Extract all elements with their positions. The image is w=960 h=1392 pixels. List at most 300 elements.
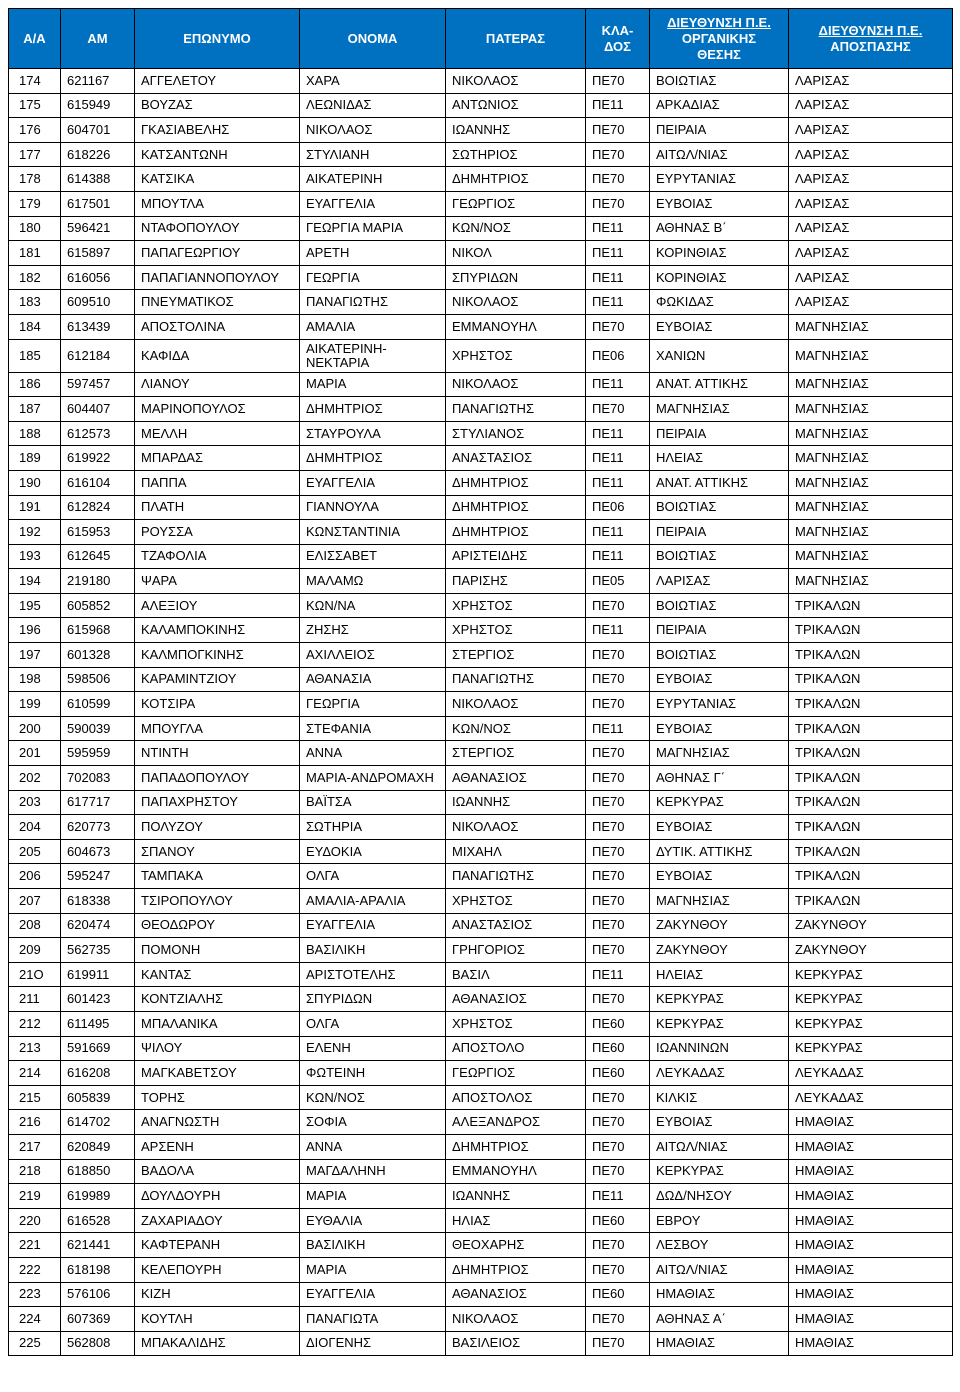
cell-dir-apospasis: ΗΜΑΘΙΑΣ [789,1307,953,1332]
cell-onoma: ΑΝΝΑ [300,741,446,766]
cell-pateras: ΔΗΜΗΤΡΙΟΣ [446,167,586,192]
cell-onoma: ΜΑΡΙΑ-ΑΝΔΡΟΜΑΧΗ [300,766,446,791]
cell-dir-organikis: ΒΟΙΩΤΙΑΣ [650,593,789,618]
cell-aa: 179 [9,191,61,216]
cell-klados: ΠΕ70 [586,692,650,717]
cell-pateras: ΚΩΝ/ΝΟΣ [446,216,586,241]
cell-dir-organikis: ΕΥΒΟΙΑΣ [650,1110,789,1135]
cell-aa: 222 [9,1257,61,1282]
cell-eponymo: ΠΑΠΑΧΡΗΣΤΟΥ [135,790,300,815]
cell-pateras: ΧΡΗΣΤΟΣ [446,618,586,643]
cell-aa: 174 [9,69,61,94]
header-klados [586,9,650,69]
cell-dir-apospasis: ΛΕΥΚΑΔΑΣ [789,1061,953,1086]
table-row [9,372,953,397]
cell-dir-apospasis: ΜΑΓΝΗΣΙΑΣ [789,446,953,471]
cell-am: 618338 [61,889,135,914]
table-row [9,1282,953,1307]
cell-onoma: ΕΥΔΟΚΙΑ [300,839,446,864]
cell-aa: 176 [9,118,61,143]
table-row [9,667,953,692]
table-row [9,544,953,569]
cell-dir-organikis: ΚΟΡΙΝΘΙΑΣ [650,241,789,266]
cell-dir-apospasis: ΤΡΙΚΑΛΩΝ [789,618,953,643]
cell-onoma: ΖΗΣΗΣ [300,618,446,643]
cell-dir-apospasis: ΗΜΑΘΙΑΣ [789,1208,953,1233]
cell-dir-organikis: ΔΥΤΙΚ. ΑΤΤΙΚΗΣ [650,839,789,864]
table-row [9,1307,953,1332]
cell-dir-organikis: ΠΕΙΡΑΙΑ [650,118,789,143]
cell-dir-apospasis: ΖΑΚΥΝΘΟΥ [789,913,953,938]
cell-eponymo: ΠΛΑΤΗ [135,495,300,520]
cell-am: 620773 [61,815,135,840]
cell-pateras: ΝΙΚΟΛΑΟΣ [446,290,586,315]
cell-pateras: ΔΗΜΗΤΡΙΟΣ [446,470,586,495]
cell-am: 615949 [61,93,135,118]
cell-dir-organikis: ΕΥΒΟΙΑΣ [650,815,789,840]
cell-dir-organikis: ΚΕΡΚΥΡΑΣ [650,1011,789,1036]
cell-onoma: ΧΑΡΑ [300,69,446,94]
cell-am: 609510 [61,290,135,315]
cell-dir-apospasis: ΤΡΙΚΑΛΩΝ [789,643,953,668]
cell-aa: 187 [9,397,61,422]
cell-klados: ΠΕ11 [586,372,650,397]
cell-pateras: ΔΗΜΗΤΡΙΟΣ [446,1134,586,1159]
cell-dir-apospasis: ΤΡΙΚΑΛΩΝ [789,667,953,692]
cell-am: 562735 [61,938,135,963]
cell-dir-organikis: ΚΟΡΙΝΘΙΑΣ [650,265,789,290]
cell-am: 616104 [61,470,135,495]
table-row [9,241,953,266]
cell-dir-organikis: ΛΕΣΒΟΥ [650,1233,789,1258]
cell-pateras: ΗΛΙΑΣ [446,1208,586,1233]
table-row [9,290,953,315]
cell-am: 604673 [61,839,135,864]
cell-am: 576106 [61,1282,135,1307]
cell-dir-organikis: ΚΙΛΚΙΣ [650,1085,789,1110]
cell-dir-organikis: ΕΥΒΟΙΑΣ [650,314,789,339]
cell-eponymo: ΔΟΥΛΔΟΥΡΗ [135,1184,300,1209]
cell-eponymo: ΝΤΑΦΟΠΟΥΛΟΥ [135,216,300,241]
cell-dir-apospasis: ΗΜΑΘΙΑΣ [789,1331,953,1356]
cell-dir-organikis: ΕΥΒΟΙΑΣ [650,191,789,216]
cell-aa: 203 [9,790,61,815]
cell-eponymo: ΡΟΥΣΣΑ [135,520,300,545]
cell-eponymo: ΜΑΡΙΝΟΠΟΥΛΟΣ [135,397,300,422]
cell-eponymo: ΚΑΛΑΜΠΟΚΙΝΗΣ [135,618,300,643]
cell-eponymo: ΜΠΑΚΑΛΙΔΗΣ [135,1331,300,1356]
cell-pateras: ΠΑΝΑΓΙΩΤΗΣ [446,667,586,692]
header-dir-organikis-line3: ΘΕΣΗΣ [697,46,741,62]
cell-dir-apospasis: ΚΕΡΚΥΡΑΣ [789,1036,953,1061]
cell-dir-apospasis: ΛΑΡΙΣΑΣ [789,93,953,118]
cell-aa: 202 [9,766,61,791]
cell-dir-organikis: ΕΥΒΟΙΑΣ [650,667,789,692]
cell-dir-apospasis: ΛΑΡΙΣΑΣ [789,216,953,241]
cell-onoma: ΕΛΕΝΗ [300,1036,446,1061]
header-dir-organikis-line2: ΟΡΓΑΝΙΚΗΣ [681,30,757,46]
cell-klados: ΠΕ11 [586,265,650,290]
table-row [9,1085,953,1110]
cell-klados: ΠΕ70 [586,864,650,889]
cell-onoma: ΓΕΩΡΓΙΑ [300,265,446,290]
cell-dir-apospasis: ΛΑΡΙΣΑΣ [789,69,953,94]
cell-eponymo: ΒΑΔΟΛΑ [135,1159,300,1184]
cell-aa: 194 [9,569,61,594]
cell-eponymo: ΚΟΝΤΖΙΑΛΗΣ [135,987,300,1012]
cell-eponymo: ΜΠΟΥΓΛΑ [135,716,300,741]
cell-dir-apospasis: ΜΑΓΝΗΣΙΑΣ [789,339,953,372]
cell-dir-apospasis: ΤΡΙΚΑΛΩΝ [789,741,953,766]
header-dir-organikis [650,9,789,69]
cell-dir-organikis: ΗΛΕΙΑΣ [650,962,789,987]
cell-pateras: ΓΕΩΡΓΙΟΣ [446,191,586,216]
cell-pateras: ΝΙΚΟΛΑΟΣ [446,69,586,94]
cell-klados: ΠΕ11 [586,93,650,118]
cell-dir-organikis: ΗΜΑΘΙΑΣ [650,1282,789,1307]
cell-dir-apospasis: ΛΑΡΙΣΑΣ [789,167,953,192]
cell-eponymo: ΑΡΣΕΝΗ [135,1134,300,1159]
cell-aa: 214 [9,1061,61,1086]
cell-pateras: ΣΤΥΛΙΑΝΟΣ [446,421,586,446]
cell-pateras: ΑΝΑΣΤΑΣΙΟΣ [446,913,586,938]
cell-aa: 205 [9,839,61,864]
cell-onoma: ΟΛΓΑ [300,1011,446,1036]
cell-eponymo: ΚΑΦΤΕΡΑΝΗ [135,1233,300,1258]
cell-klados: ΠΕ70 [586,167,650,192]
cell-aa: 218 [9,1159,61,1184]
table-row [9,314,953,339]
cell-onoma: ΒΑΣΙΛΙΚΗ [300,1233,446,1258]
cell-am: 596421 [61,216,135,241]
cell-dir-organikis: ΕΥΒΟΙΑΣ [650,716,789,741]
cell-klados: ΠΕ70 [586,142,650,167]
header-klados-line1: ΚΛΑ- [601,22,634,38]
cell-am: 595247 [61,864,135,889]
cell-dir-apospasis: ΤΡΙΚΑΛΩΝ [789,593,953,618]
cell-klados: ΠΕ70 [586,1134,650,1159]
cell-klados: ΠΕ70 [586,790,650,815]
cell-pateras: ΑΡΙΣΤΕΙΔΗΣ [446,544,586,569]
table-row [9,864,953,889]
cell-klados: ΠΕ11 [586,290,650,315]
header-onoma: ΟΝΟΜΑ [300,9,446,69]
cell-dir-apospasis: ΗΜΑΘΙΑΣ [789,1257,953,1282]
cell-klados: ΠΕ11 [586,1184,650,1209]
table-row [9,790,953,815]
cell-aa: 186 [9,372,61,397]
cell-klados: ΠΕ70 [586,314,650,339]
cell-dir-organikis: ΕΥΡΥΤΑΝΙΑΣ [650,167,789,192]
cell-eponymo: ΚΕΛΕΠΟΥΡΗ [135,1257,300,1282]
cell-dir-organikis: ΑΘΗΝΑΣ Β΄ [650,216,789,241]
table-body [9,69,953,1356]
table-row [9,889,953,914]
cell-klados: ΠΕ70 [586,191,650,216]
cell-eponymo: ΚΑΛΜΠΟΓΚΙΝΗΣ [135,643,300,668]
cell-eponymo: ΖΑΧΑΡΙΑΔΟΥ [135,1208,300,1233]
cell-eponymo: ΑΓΓΕΛΕΤΟΥ [135,69,300,94]
cell-dir-organikis: ΑΙΤΩΛ/ΝΙΑΣ [650,142,789,167]
table-row [9,1110,953,1135]
cell-am: 219180 [61,569,135,594]
cell-klados: ΠΕ70 [586,1110,650,1135]
cell-klados: ΠΕ11 [586,962,650,987]
table-row [9,1208,953,1233]
cell-aa: 213 [9,1036,61,1061]
cell-aa: 196 [9,618,61,643]
cell-aa: 193 [9,544,61,569]
cell-onoma: ΜΑΡΙΑ [300,1184,446,1209]
cell-dir-apospasis: ΗΜΑΘΙΑΣ [789,1134,953,1159]
cell-pateras: ΑΘΑΝΑΣΙΟΣ [446,987,586,1012]
cell-dir-apospasis: ΤΡΙΚΑΛΩΝ [789,815,953,840]
cell-dir-apospasis: ΛΕΥΚΑΔΑΣ [789,1085,953,1110]
cell-dir-organikis: ΖΑΚΥΝΘΟΥ [650,913,789,938]
cell-pateras: ΑΝΤΩΝΙΟΣ [446,93,586,118]
cell-klados: ΠΕ06 [586,495,650,520]
cell-aa: 189 [9,446,61,471]
cell-klados: ΠΕ60 [586,1061,650,1086]
cell-onoma: ΑΜΑΛΙΑ [300,314,446,339]
cell-aa: 215 [9,1085,61,1110]
cell-eponymo: ΜΠΑΛΑΝΙΚΑ [135,1011,300,1036]
table-row [9,191,953,216]
cell-klados: ΠΕ11 [586,241,650,266]
cell-dir-apospasis: ΤΡΙΚΑΛΩΝ [789,716,953,741]
cell-dir-apospasis: ΤΡΙΚΑΛΩΝ [789,889,953,914]
cell-dir-organikis: ΛΑΡΙΣΑΣ [650,569,789,594]
table-row [9,643,953,668]
cell-dir-organikis: ΑΘΗΝΑΣ Γ΄ [650,766,789,791]
cell-klados: ΠΕ60 [586,1011,650,1036]
cell-am: 616056 [61,265,135,290]
cell-aa: 209 [9,938,61,963]
cell-pateras: ΙΩΑΝΝΗΣ [446,1184,586,1209]
cell-klados: ΠΕ70 [586,643,650,668]
cell-klados: ΠΕ11 [586,446,650,471]
cell-onoma: ΔΗΜΗΤΡΙΟΣ [300,446,446,471]
cell-aa: 204 [9,815,61,840]
cell-pateras: ΒΑΣΙΛ [446,962,586,987]
table-row [9,495,953,520]
cell-am: 614388 [61,167,135,192]
cell-dir-apospasis: ΤΡΙΚΑΛΩΝ [789,790,953,815]
cell-dir-organikis: ΗΛΕΙΑΣ [650,446,789,471]
cell-onoma: ΣΤΑΥΡΟΥΛΑ [300,421,446,446]
table-row [9,815,953,840]
cell-aa: 199 [9,692,61,717]
cell-dir-organikis: ΚΕΡΚΥΡΑΣ [650,1159,789,1184]
cell-dir-apospasis: ΗΜΑΘΙΑΣ [789,1159,953,1184]
cell-onoma: ΓΕΩΡΓΙΑ ΜΑΡΙΑ [300,216,446,241]
cell-aa: 181 [9,241,61,266]
cell-onoma: ΟΛΓΑ [300,864,446,889]
cell-pateras: ΓΕΩΡΓΙΟΣ [446,1061,586,1086]
cell-am: 598506 [61,667,135,692]
cell-eponymo: ΚΙΖΗ [135,1282,300,1307]
cell-dir-organikis: ΖΑΚΥΝΘΟΥ [650,938,789,963]
table-row [9,339,953,372]
cell-aa: 177 [9,142,61,167]
cell-onoma: ΣΤΥΛΙΑΝΗ [300,142,446,167]
cell-dir-organikis: ΕΥΡΥΤΑΝΙΑΣ [650,692,789,717]
table-row [9,938,953,963]
cell-aa: 225 [9,1331,61,1356]
cell-onoma: ΚΩΝΣΤΑΝΤΙΝΙΑ [300,520,446,545]
cell-pateras: ΣΤΕΡΓΙΟΣ [446,741,586,766]
cell-dir-apospasis: ΜΑΓΝΗΣΙΑΣ [789,421,953,446]
cell-onoma: ΕΛΙΣΣΑΒΕΤ [300,544,446,569]
table-row [9,520,953,545]
cell-eponymo: ΑΠΟΣΤΟΛΙΝΑ [135,314,300,339]
cell-dir-apospasis: ΜΑΓΝΗΣΙΑΣ [789,314,953,339]
cell-am: 562808 [61,1331,135,1356]
table-row [9,167,953,192]
cell-onoma: ΕΥΑΓΓΕΛΙΑ [300,191,446,216]
table-row [9,716,953,741]
cell-onoma: ΕΥΑΓΓΕΛΙΑ [300,470,446,495]
cell-am: 597457 [61,372,135,397]
cell-pateras: ΝΙΚΟΛΑΟΣ [446,372,586,397]
cell-eponymo: ΠΑΠΑΓΙΑΝΝΟΠΟΥΛΟΥ [135,265,300,290]
cell-klados: ΠΕ70 [586,815,650,840]
table-row [9,216,953,241]
cell-onoma: ΚΩΝ/ΝΑ [300,593,446,618]
cell-eponymo: ΠΟΜΟΝΗ [135,938,300,963]
table-row [9,69,953,94]
cell-pateras: ΜΙΧΑΗΛ [446,839,586,864]
cell-eponymo: ΜΑΓΚΑΒΕΤΣΟΥ [135,1061,300,1086]
cell-aa: 211 [9,987,61,1012]
cell-dir-apospasis: ΛΑΡΙΣΑΣ [789,265,953,290]
cell-onoma: ΣΟΦΙΑ [300,1110,446,1135]
table-row [9,913,953,938]
header-aa: Α/Α [9,9,61,69]
cell-klados: ΠΕ60 [586,1282,650,1307]
cell-eponymo: ΚΑΤΣΑΝΤΩΝΗ [135,142,300,167]
cell-dir-organikis: ΜΑΓΝΗΣΙΑΣ [650,889,789,914]
cell-aa: 221 [9,1233,61,1258]
cell-dir-apospasis: ΤΡΙΚΑΛΩΝ [789,766,953,791]
table-row [9,618,953,643]
cell-am: 601423 [61,987,135,1012]
cell-onoma: ΕΥΑΓΓΕΛΙΑ [300,1282,446,1307]
cell-dir-organikis: ΗΜΑΘΙΑΣ [650,1331,789,1356]
cell-aa: 195 [9,593,61,618]
cell-dir-organikis: ΑΝΑΤ. ΑΤΤΙΚΗΣ [650,470,789,495]
cell-pateras: ΕΜΜΑΝΟΥΗΛ [446,1159,586,1184]
header-pateras: ΠΑΤΕΡΑΣ [446,9,586,69]
cell-klados: ΠΕ60 [586,1036,650,1061]
cell-onoma: ΑΝΝΑ [300,1134,446,1159]
cell-klados: ΠΕ11 [586,716,650,741]
cell-dir-apospasis: ΗΜΑΘΙΑΣ [789,1110,953,1135]
cell-dir-organikis: ΜΑΓΝΗΣΙΑΣ [650,397,789,422]
cell-dir-apospasis: ΛΑΡΙΣΑΣ [789,241,953,266]
cell-eponymo: ΝΤΙΝΤΗ [135,741,300,766]
cell-klados: ΠΕ11 [586,520,650,545]
cell-eponymo: ΨΙΛΟΥ [135,1036,300,1061]
table-row [9,987,953,1012]
cell-dir-organikis: ΑΡΚΑΔΙΑΣ [650,93,789,118]
cell-aa: 223 [9,1282,61,1307]
cell-aa: 207 [9,889,61,914]
cell-eponymo: ΑΝΑΓΝΩΣΤΗ [135,1110,300,1135]
cell-klados: ΠΕ11 [586,421,650,446]
cell-onoma: ΣΤΕΦΑΝΙΑ [300,716,446,741]
cell-dir-organikis: ΑΝΑΤ. ΑΤΤΙΚΗΣ [650,372,789,397]
cell-eponymo: ΠΑΠΑΓΕΩΡΓΙΟΥ [135,241,300,266]
cell-eponymo: ΑΛΕΞΙΟΥ [135,593,300,618]
cell-klados: ΠΕ70 [586,397,650,422]
table-row [9,1036,953,1061]
header-dir-apospasis [789,9,953,69]
cell-aa: 191 [9,495,61,520]
table-row [9,1061,953,1086]
cell-am: 605839 [61,1085,135,1110]
table-header-row [9,9,953,69]
cell-am: 620849 [61,1134,135,1159]
cell-dir-apospasis: ΜΑΓΝΗΣΙΑΣ [789,495,953,520]
cell-pateras: ΒΑΣΙΛΕΙΟΣ [446,1331,586,1356]
cell-aa: 208 [9,913,61,938]
cell-dir-apospasis: ΛΑΡΙΣΑΣ [789,191,953,216]
table-row [9,593,953,618]
cell-klados: ΠΕ70 [586,766,650,791]
cell-onoma: ΕΥΘΑΛΙΑ [300,1208,446,1233]
cell-onoma: ΣΩΤΗΡΙΑ [300,815,446,840]
cell-onoma: ΔΙΟΓΕΝΗΣ [300,1331,446,1356]
cell-klados: ΠΕ70 [586,69,650,94]
cell-aa: 220 [9,1208,61,1233]
cell-klados: ΠΕ70 [586,1085,650,1110]
cell-eponymo: ΨΑΡΑ [135,569,300,594]
cell-pateras: ΑΝΑΣΤΑΣΙΟΣ [446,446,586,471]
cell-dir-apospasis: ΚΕΡΚΥΡΑΣ [789,1011,953,1036]
cell-dir-organikis: ΒΟΙΩΤΙΑΣ [650,643,789,668]
cell-pateras: ΝΙΚΟΛΑΟΣ [446,692,586,717]
cell-aa: 219 [9,1184,61,1209]
cell-am: 615968 [61,618,135,643]
cell-am: 607369 [61,1307,135,1332]
cell-dir-organikis: ΒΟΙΩΤΙΑΣ [650,495,789,520]
cell-klados: ΠΕ70 [586,1307,650,1332]
cell-aa: 185 [9,339,61,372]
cell-eponymo: ΠΝΕΥΜΑΤΙΚΟΣ [135,290,300,315]
cell-onoma: ΓΙΑΝΝΟΥΛΑ [300,495,446,520]
cell-klados: ΠΕ70 [586,741,650,766]
cell-am: 612645 [61,544,135,569]
table-row [9,93,953,118]
header-dir-organikis-line1: ΔΙΕΥΘΥΝΣΗ Π.Ε. [667,14,771,30]
cell-dir-apospasis: ΜΑΓΝΗΣΙΑΣ [789,569,953,594]
cell-eponymo: ΚΑΦΙΔΑ [135,339,300,372]
cell-am: 620474 [61,913,135,938]
cell-eponymo: ΚΑΤΣΙΚΑ [135,167,300,192]
cell-pateras: ΓΡΗΓΟΡΙΟΣ [446,938,586,963]
header-dir-apospasis-line2: ΑΠΟΣΠΑΣΗΣ [830,38,911,54]
cell-dir-organikis: ΙΩΑΝΝΙΝΩΝ [650,1036,789,1061]
cell-pateras: ΑΛΕΞΑΝΔΡΟΣ [446,1110,586,1135]
cell-onoma: ΜΑΡΙΑ [300,372,446,397]
cell-am: 616528 [61,1208,135,1233]
cell-dir-organikis: ΚΕΡΚΥΡΑΣ [650,790,789,815]
cell-am: 614702 [61,1110,135,1135]
cell-dir-organikis: ΜΑΓΝΗΣΙΑΣ [650,741,789,766]
cell-dir-organikis: ΔΩΔ/ΝΗΣΟΥ [650,1184,789,1209]
header-am: ΑΜ [61,9,135,69]
